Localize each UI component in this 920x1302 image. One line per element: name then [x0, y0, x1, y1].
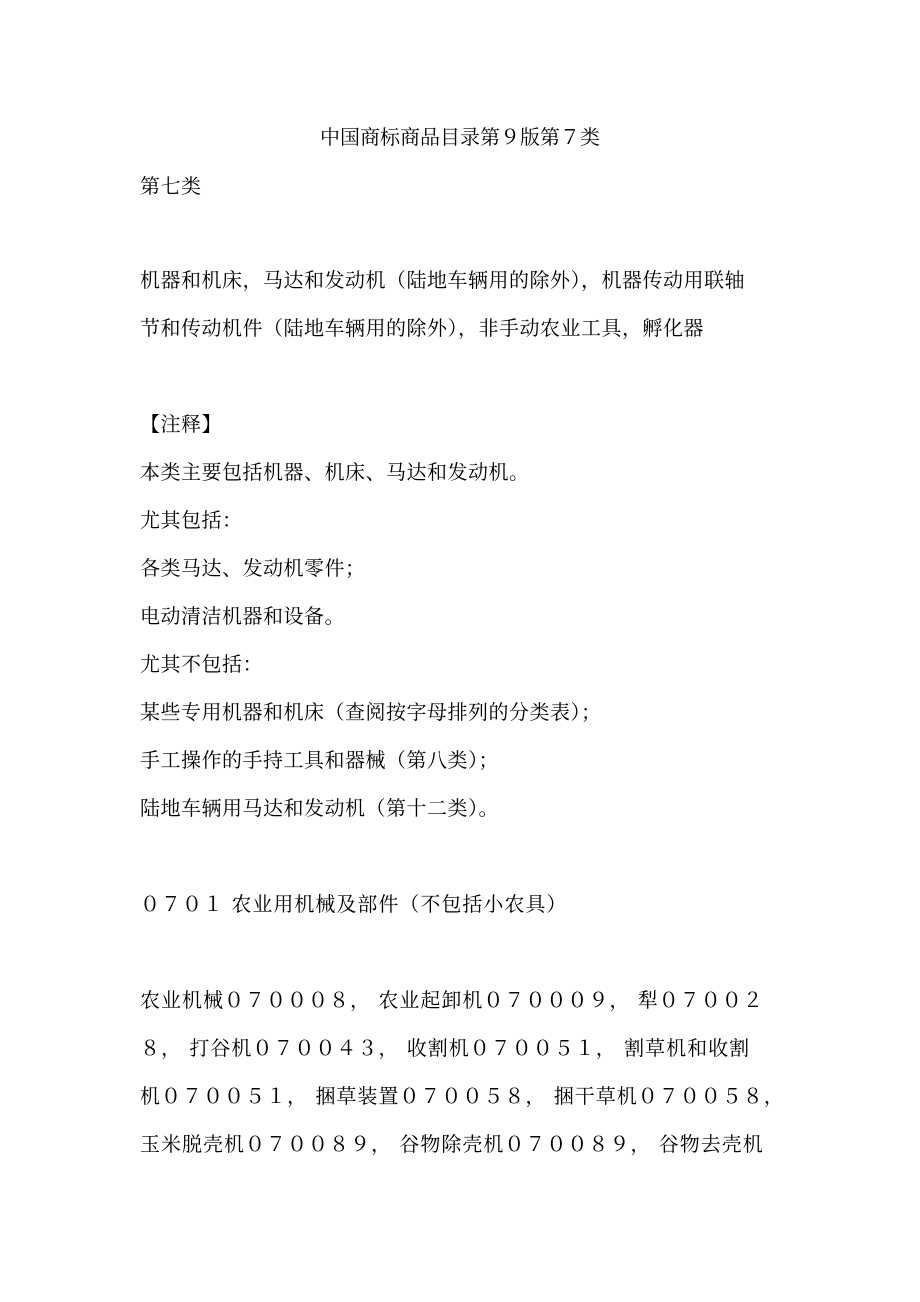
group-items-line-4: 玉米脱壳机０７００８９， 谷物除壳机０７００８９， 谷物去壳机 — [140, 1132, 764, 1156]
group-items-line-3: 机０７００５１， 捆草装置０７００５８， 捆干草机０７００５８， — [140, 1084, 785, 1108]
note-line-8: 陆地车辆用马达和发动机（第十二类）。 — [140, 796, 499, 820]
description-line-1: 机器和机床，马达和发动机（陆地车辆用的除外），机器传动用联轴 — [140, 268, 745, 292]
group-items-line-1: 农业机械０７０００８， 农业起卸机０７０００９， 犁０７００２ — [140, 988, 764, 1012]
note-line-4: 电动清洁机器和设备。 — [140, 604, 345, 628]
note-line-3: 各类马达、发动机零件； — [140, 556, 366, 580]
class-heading: 第七类 — [140, 174, 202, 198]
note-line-6: 某些专用机器和机床（查阅按字母排列的分类表）； — [140, 700, 602, 724]
note-line-5: 尤其不包括： — [140, 652, 263, 676]
group-items-line-2: ８， 打谷机０７００４３， 收割机０７００５１， 割草机和收割 — [140, 1036, 751, 1060]
document-title: 中国商标商品目录第９版第７类 — [320, 125, 600, 149]
group-heading: ０７０１ 农业用机械及部件（不包括小农具） — [140, 892, 568, 916]
note-line-2: 尤其包括： — [140, 508, 243, 532]
note-line-7: 手工操作的手持工具和器械（第八类）； — [140, 748, 499, 772]
note-heading: 【注释】 — [140, 412, 222, 436]
description-line-2: 节和传动机件（陆地车辆用的除外），非手动农业工具，孵化器 — [140, 316, 704, 340]
note-line-1: 本类主要包括机器、机床、马达和发动机。 — [140, 460, 530, 484]
